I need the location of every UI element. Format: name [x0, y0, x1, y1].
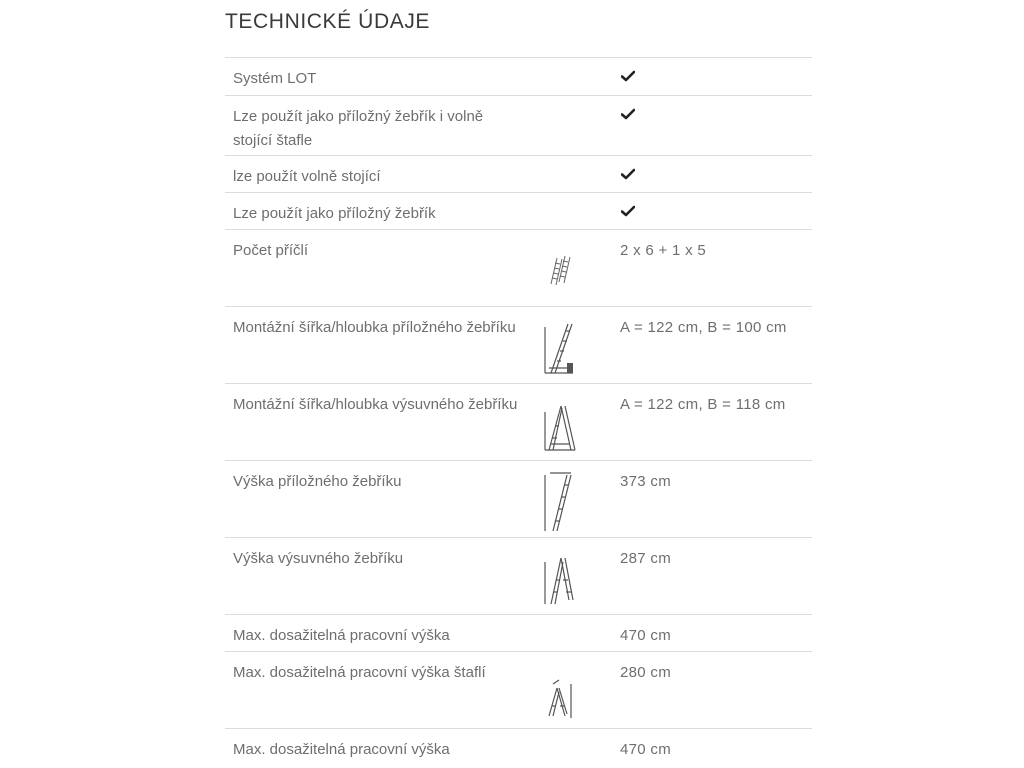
- extended-ladder-icon: [541, 467, 577, 531]
- row-label: Počet příčlí: [233, 242, 309, 259]
- table-row: [225, 538, 812, 615]
- row-label: lze použít volně stojící: [233, 168, 381, 185]
- table-row: [225, 96, 812, 156]
- row-value: 470 cm: [620, 627, 671, 644]
- table-row: [225, 58, 812, 96]
- row-value: 373 cm: [620, 473, 671, 490]
- row-label: Výška výsuvného žebříku: [233, 550, 404, 567]
- checkmark-icon: [621, 168, 635, 180]
- checkmark-icon: [621, 70, 635, 82]
- row-label: Montážní šířka/hloubka příložného žebříku: [233, 319, 516, 336]
- row-label: Max. dosažitelná pracovní výška: [233, 627, 450, 644]
- checkmark-icon: [621, 108, 635, 120]
- table-row: [225, 307, 812, 384]
- row-label: Montážní šířka/hloubka výsuvného žebříku: [233, 396, 518, 413]
- row-label: Výška příložného žebříku: [233, 473, 402, 490]
- row-label: Max. dosažitelná pracovní výška: [233, 741, 450, 758]
- row-label: Lze použít jako příložný žebřík: [233, 205, 436, 222]
- leaning-ladder-icon: [541, 321, 577, 377]
- row-value: 287 cm: [620, 550, 671, 567]
- row-label: Systém LOT: [233, 70, 317, 87]
- table-row: [225, 615, 812, 652]
- row-value: 2 x 6 + 1 x 5: [620, 242, 707, 259]
- table-row: [225, 384, 812, 461]
- stepladder-icon: [541, 666, 577, 722]
- extension-ladder-icon: [541, 552, 577, 608]
- row-value: 280 cm: [620, 664, 671, 681]
- table-row: [225, 193, 812, 230]
- table-row: [225, 652, 812, 729]
- table-row: [225, 230, 812, 307]
- table-row: [225, 729, 812, 768]
- ladder-rungs-icon: [541, 244, 577, 300]
- page-title: TECHNICKÉ ÚDAJE: [225, 10, 431, 33]
- row-value: 470 cm: [620, 741, 671, 758]
- row-value: A = 122 cm, B = 100 cm: [620, 319, 787, 336]
- row-label: Lze použít jako příložný žebřík i volně stojící štafle: [233, 108, 484, 149]
- row-value: A = 122 cm, B = 118 cm: [620, 396, 786, 413]
- a-frame-ladder-icon: [541, 398, 577, 454]
- checkmark-icon: [621, 205, 635, 217]
- table-row: [225, 461, 812, 538]
- table-row: [225, 156, 812, 193]
- row-label: Max. dosažitelná pracovní výška štaflí: [233, 664, 486, 681]
- tech-specs-table: [225, 57, 812, 768]
